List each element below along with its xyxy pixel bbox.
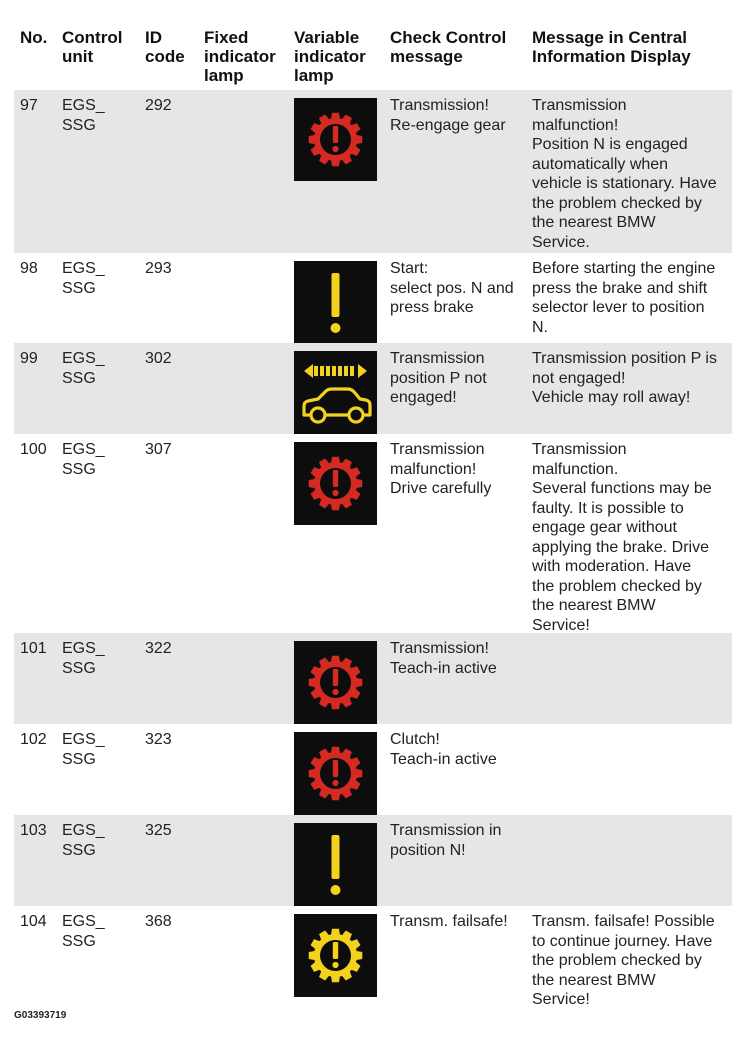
cell-check-control-message: Transmission malfunction! Drive carefully [390, 441, 492, 497]
cell-cid-message: Transm. failsafe! Possible to continue journey. Have the problem checked by the nearest BMW Service! [532, 913, 715, 1008]
cell-id-code: 302 [145, 350, 172, 367]
cell-check-control-message: Transmission! Teach-in active [390, 640, 497, 677]
cell-id-code: 322 [145, 640, 172, 657]
cell-no: 97 [20, 97, 38, 114]
header-fixed-lamp: Fixed indicator lamp [204, 28, 276, 85]
cell-id-code: 307 [145, 441, 172, 458]
table-row [14, 906, 732, 1007]
car-rolling-yellow-icon [294, 351, 377, 434]
gear-warning-yellow-icon [294, 914, 377, 997]
header-cid-message: Message in Central Information Display [532, 28, 691, 66]
gear-warning-red-icon [294, 442, 377, 525]
gear-warning-red-icon [294, 732, 377, 815]
cell-control-unit: EGS_ SSG [62, 97, 105, 134]
cell-check-control-message: Transm. failsafe! [390, 913, 508, 930]
cell-control-unit: EGS_ SSG [62, 913, 105, 950]
cell-no: 101 [20, 640, 47, 657]
cell-id-code: 325 [145, 822, 172, 839]
figure-code: G03393719 [14, 1010, 67, 1021]
cell-no: 103 [20, 822, 47, 839]
cell-id-code: 323 [145, 731, 172, 748]
cell-cid-message: Before starting the engine press the brake and shift selector lever to position N. [532, 260, 716, 336]
header-id-code: ID code [145, 28, 185, 66]
cell-control-unit: EGS_ SSG [62, 640, 105, 677]
cell-control-unit: EGS_ SSG [62, 822, 105, 859]
cell-id-code: 292 [145, 97, 172, 114]
table-row [14, 724, 732, 815]
table-body [14, 90, 732, 1007]
message-table [14, 28, 732, 1007]
table-row [14, 434, 732, 633]
cell-check-control-message: Transmission in position N! [390, 822, 502, 859]
table-row [14, 343, 732, 434]
cell-control-unit: EGS_ SSG [62, 350, 105, 387]
cell-check-control-message: Transmission position P not engaged! [390, 350, 487, 406]
table-row [14, 815, 732, 906]
header-variable-lamp: Variable indicator lamp [294, 28, 366, 85]
cell-no: 100 [20, 441, 47, 458]
table-row [14, 253, 732, 343]
cell-check-control-message: Transmission! Re-engage gear [390, 97, 506, 134]
header-control-unit: Control unit [62, 28, 123, 66]
cell-check-control-message: Clutch! Teach-in active [390, 731, 497, 768]
table-header [14, 28, 732, 90]
exclamation-yellow-icon [294, 823, 377, 906]
cell-no: 104 [20, 913, 47, 930]
cell-control-unit: EGS_ SSG [62, 260, 105, 297]
gear-warning-red-icon [294, 641, 377, 724]
cell-no: 102 [20, 731, 47, 748]
exclamation-yellow-icon [294, 261, 377, 344]
table-row [14, 633, 732, 724]
cell-cid-message: Transmission position P is not engaged! Vehicle may roll away! [532, 350, 717, 406]
header-check-control: Check Control message [390, 28, 507, 66]
cell-cid-message: Transmission malfunction. Several functions may be faulty. It is possible to engage gear without applying the brake. Drive with moderation. Have the problem checked by the nearest BMW Service! [532, 441, 712, 634]
cell-cid-message: Transmission malfunction! Position N is engaged automatically when vehicle is stationary. Have the problem checked by the nearest BMW Service. [532, 97, 717, 251]
cell-id-code: 368 [145, 913, 172, 930]
cell-id-code: 293 [145, 260, 172, 277]
cell-no: 98 [20, 260, 38, 277]
cell-control-unit: EGS_ SSG [62, 731, 105, 768]
cell-check-control-message: Start: select pos. N and press brake [390, 260, 514, 316]
cell-no: 99 [20, 350, 38, 367]
table-row [14, 90, 732, 253]
header-no: No. [20, 28, 48, 47]
gear-warning-red-icon [294, 98, 377, 181]
cell-control-unit: EGS_ SSG [62, 441, 105, 478]
